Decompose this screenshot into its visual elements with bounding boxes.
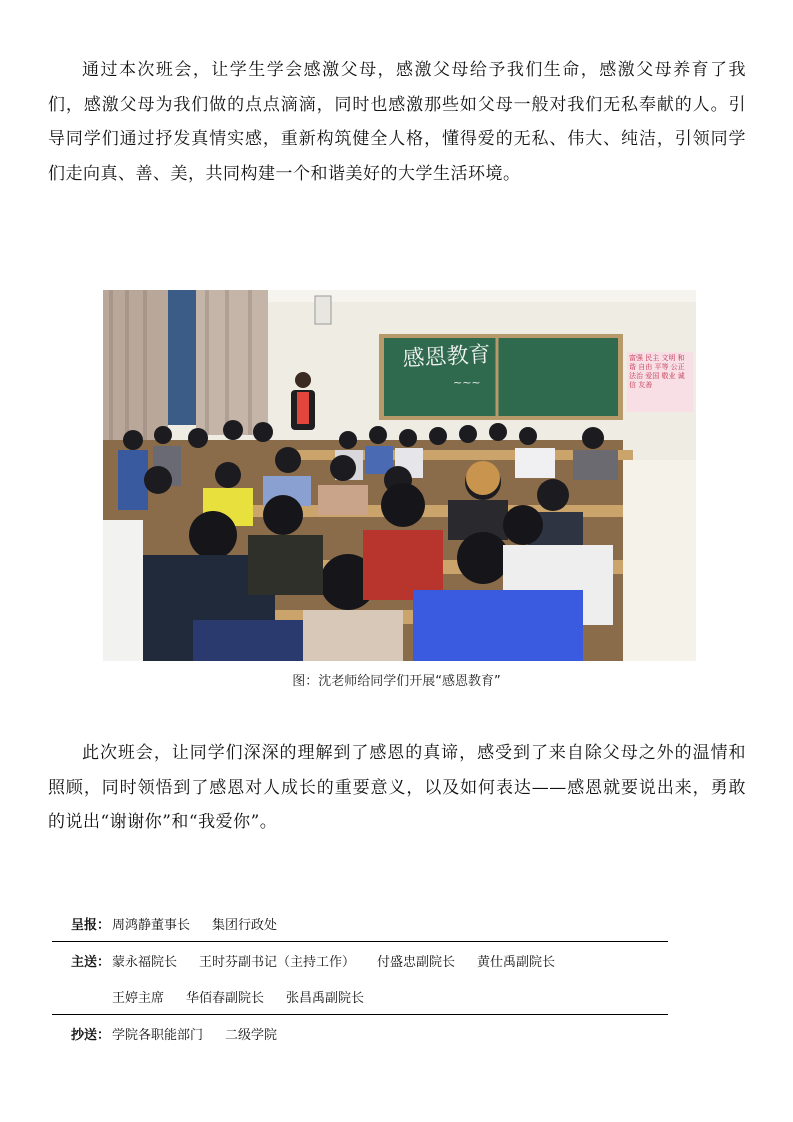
main-recipient: 蒙永福院长 [112,954,178,970]
intro-paragraph: 通过本次班会，让学生学会感激父母，感激父母给予我们生命，感激父母养育了我们，感激父母为我们做的点点滴滴，同时也感激那些如父母一般对我们无私奉献的人。引导同学们通过抒发真情实感，重新构筑健全人格，懂得爱的无私、伟大、纯洁，引领同学们走向真、善、美，共同构建一个和谐美好的大学生活环境。 [48,60,746,184]
conclusion-paragraph: 此次班会，让同学们深深的理解到了感恩的真谛，感受到了来自除父母之外的温情和照顾，同时领悟到了感恩对人成长的重要意义，以及如何表达——感恩就要说出来，勇敢的说出“谢谢你”和“我爱你”。 [48,743,746,832]
photo-caption: 图：沈老师给同学们开展“感恩教育” [292,674,501,689]
main-label: 主送： [70,954,110,970]
cc-row [52,1015,668,1051]
core-values-poster: 富强 民主 文明 和谐 自由 平等 公正 法治 爱国 敬业 诚信 友善 [629,354,685,389]
blackboard-text: 感恩教育 [402,342,492,372]
main-recipient: 张昌禹副院长 [286,990,365,1006]
cc-recipient: 学院各职能部门 [112,1027,204,1043]
submit-label: 呈报： [70,917,110,933]
main-recipient: 黄仕禹副院长 [477,954,556,970]
submit-recipient: 集团行政处 [212,917,278,933]
main-recipient: 华佰春副院长 [186,990,265,1006]
main-recipient: 王婷主席 [112,990,165,1006]
cc-label: 抄送： [70,1027,110,1043]
main-recipient: 王时芬副书记（主持工作） [199,954,356,970]
cc-recipient: 二级学院 [225,1027,278,1043]
classroom-photo [103,290,696,661]
distribution-block [52,905,668,1051]
svg-text:~~~: ~~~ [453,376,481,389]
main-row [52,942,668,978]
submit-recipient: 周鸿静董事长 [112,917,191,933]
main-recipient: 付盛忠副院长 [377,954,456,970]
main-row-continued [52,978,668,1014]
submit-row [52,905,668,941]
